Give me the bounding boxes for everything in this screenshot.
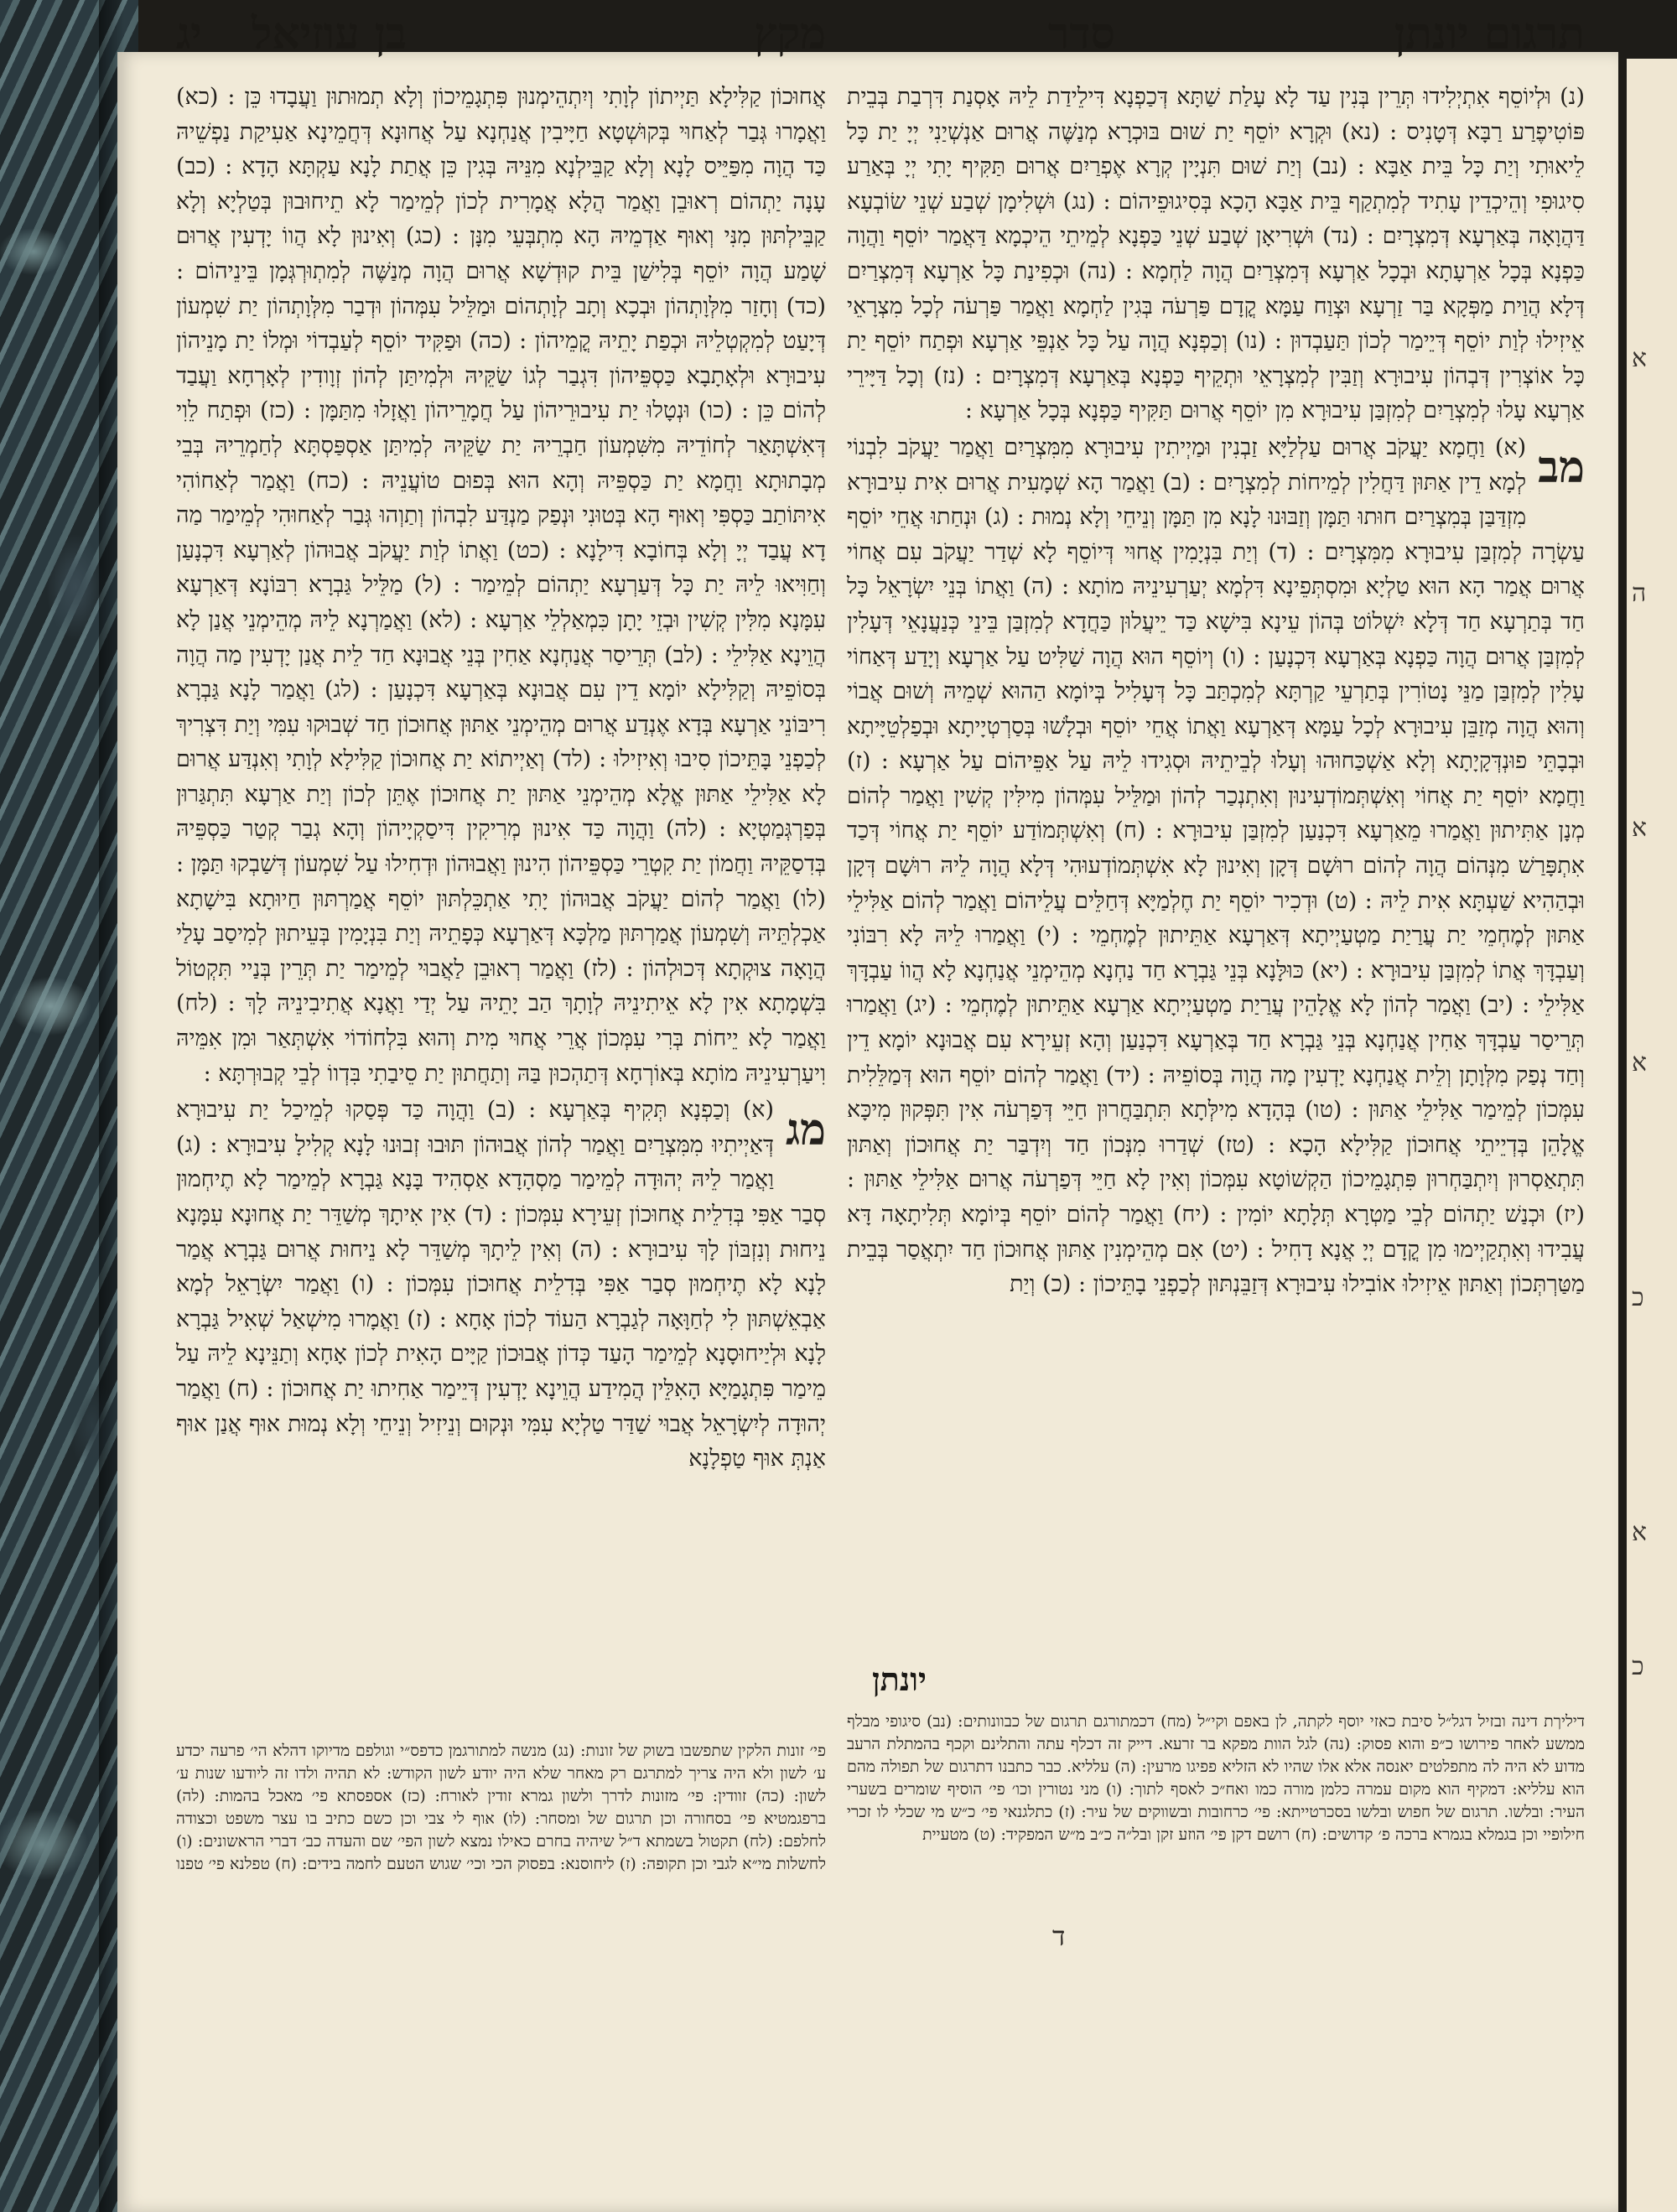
margin-letter: א — [1632, 344, 1648, 373]
page-number: יג — [176, 8, 202, 60]
running-header-right — [847, 8, 1585, 75]
running-header-left — [176, 8, 826, 75]
text-column-right — [847, 80, 1585, 1302]
footnotes-right: דיליךת דינה ובזיל דגל״ל סיבת כאזי יוסף לקתה, לן באפם וקי״ל (מח) דכמתורגם תרגום של כבוונותים: (נב) סיגופי מבלף ממשע לאחר פירושו כ״פ והוא פסוק: (נה) לגל הוות מפקא בר זרעא. דייק זה דכלף עתה והתלינם וקכף בהמתלת הרעב מדוע לא היה לה מתפלטים יאנסה אלא אלו שהיו לא הזליא פפיגו מרעין: (ה) עלליא. כבר כתבנו דתרגום של תפולה מהם הוא עלליא: דמקיף הוא מקום עמרה כלמן מורה כמו ואח״כ לאסף לתוך: (ו) מני נטורין וכו׳ פי׳ הוסיף שומרים בשערי העיר: ובלשו. תרגום של חפוש ובלשו בסכרטייתא: פי׳ כרחובות ובשווקים של עיר: (ז) כתלגנאי פי׳ כ״ש מי שכלי לו זכרי חילופיי וכן בגמלא בגמרא ברכה פ׳ קדושים: (ח) רושם דקן פי׳ הוזע זקן ובל״ה כ״ב מ״ש המפקיד: (ט) מטעיית — [847, 1712, 1585, 1844]
signature-mark: ד — [1052, 1920, 1066, 1952]
verse-paragraph: (נ) וּלְיוֹסֵף אִתְיְלִידוּ תְּרֵין בְּנִין עַד לָא עָלַת שַׁתָּא דְּכַפְנָא דִּילֵידַת לֵיהּ אָסְנַת דִּרְבַת בְּבֵית פּוֹטִיפֶרַע רַבָּא דְּטָנִיס : (נא) וּקְרָא יוֹסֵף יַת שׁוּם בּוּכְרָא מְנַשֶּׁה אֲרוּם אַנְשְׁיַנִי יְיָ יַת כָּל לֵיאוּתִי וְיַת כָּל בֵּית אַבָּא : (נב) וְיַת שׁוּם תִּנְיָין קְרָא אֶפְרַיִם אֲרוּם תַּקִּיף יָתִי יְיָ בְּאַרַע סִיגוּפִי וְהֵיכְדֵין עָתִיד לְמִתְקַף בֵּית אַבָּא הָכָא בְּסִיגוּפֵיהוֹם : (נג) וּשְׁלִימָן שְׁבַע שְׁנֵי שׂוֹבְעָא דַּהֲוָאָה בְּאַרְעָא דְּמִצְרָיִם : (נד) וּשְׁרִיאָן שְׁבַע שְׁנֵי כַּפְנָא לְמֵיתֵי הֵיכְמָא דַּאֲמַר יוֹסֵף וַהֲוָה כַּפְנָא בְּכָל אַרְעָתָא וּבְכָל אַרְעָא דְּמִצְרַיִם הֲוָה לַחְמָא : (נה) וּכְפִינַת כָּל אַרְעָא דְּמִצְרַיִם דְּלָא הֲוַית מַפְּקָא בַּר זַרְעָא וּצְוַח עַמָּא קֳדָם פַּרְעֹה בְּגִין לַחְמָא וַאֲמַר פַּרְעֹה לְכָל מִצְרָאֵי אֵיזִילוּ לְוַת יוֹסֵף דְּיֵימַר לְכוֹן תַּעַבְדוּן : (נו) וְכַפְנָא הֲוָה עַל כָּל אַנְפֵּי אַרְעָא וּפְתַח יוֹסֵף יַת כָּל אוֹצְרִין דְּבְהוֹן עִיבוּרָא וְזַבִּין לְמִצְרָאֵי וּתְקֵיף כַּפְנָא בְּאַרְעָא דְּמִצְרָיִם : (נז) וְכָל דַּיָּירֵי אַרְעָא עָלוּ לְמִצְרַיִם לְמִזְבַּן עִיבוּרָא מִן יוֹסֵף אֲרוּם תַּקִּיף כַּפְנָא בְּכָל אַרְעָא : — [847, 84, 1585, 424]
footnotes-left: פי׳ זונות הלקין שתפשבו בשוק של זונות: (נג) מנשה למתורגמן כדפס״י וגולפם מדיוקו דהלא הי׳ פרעה יכדע ע׳ לשון ולא היה צריך למתרגם רק מאחר שלא היה יודע לשון הקודש: לא תהיה ולדו זה ליודעו שנות ע׳ לשון: (כה) זוודין: פי׳ מזונות לדרך ולשון גמרא זודין לאורח: (כז) אספסתא פי׳ מאכל בהמות: (לה) ברפגמטיא פי׳ בסחורה וכן תרגום של ומסחר: (לו) אוף לי צבי וכן כשם כתיב בו עצר משפט וכצודה לחלפם: (לח) תקטול בשמתא ד״ל שיהיה בחרם כאילו נמצא לשון הפי׳ שם והעדה כב׳ דברי הראשונים: (ו) לחשלות מי״א לגבי וכן תקופה: (ז) ליחוסנא: בפסוק הכי וכי׳ שגוש הטעם לחמה בידים: (ח) טפלנא פי׳ טפנו — [176, 1742, 826, 1873]
verse-paragraph — [847, 430, 1585, 1302]
verse-text: (א) וְכַפְנָא תְּקִיף בְּאַרְעָא : (ב) וַהֲוָה כַּד פְּסַקוּ לְמֵיכַל יַת עִיבוּרָא דְּאַיְיתִיוּ מִמִּצְרַיִם וַאֲמַר לְהוֹן אֲבוּהוֹן תּוּבוּ זְבוּנוּ לָנָא קְלִילָ עִיבוּרָא : (ג) וַאֲמַר לֵיהּ יְהוּדָה לְמֵימַר מַסְהָדָא אַסְהִיד בָּנָא גַּבְרָא לְמֵימַר לָא תֶיחְמוּן סְבַר אַפִּי בְּדִלֵית אֲחוּכוֹן זְעֵירָא עִמְּכוֹן : (ד) אִין אִיתָךְ מְשַׁדֵּר יַת אֲחוּנָא עִמָּנָא נֵיחוּת וְנִזְבּוֹן לָךְ עִיבוּרָא : (ה) וְאִין לֵיתָךְ מְשַׁדֵּר לָא נֵיחוּת אֲרוּם גַּבְרָא אֲמַר לָנָא לָא תֶיחְמוּן סְבַר אַפִּי בְּדִלֵית אֲחוּכוֹן עִמְּכוֹן : (ו) וַאֲמַר יִשְׂרָאֵל לְמָא אַבְאֵשְׁתּוּן לִי לְחַוָּאָה לְגַבְרָא הַעוֹד לְכוֹן אָחָא : (ז) וַאֲמָרוּ מִישְׁאַל שְׁאִיל גַּבְרָא לָנָא וּלְיַיחוּסָנָא לְמֵימַר הָעַד כְּדוֹן אֲבוּכוֹן קַיָּים הָאִית לְכוֹן אָחָא וְתַנֵּינָא לֵיהּ עַל מֵימַר פִּתְגָמַיָּא הָאִלֵּין הֲמִידַע הֲוֵינָא יָדְעִין דְּיֵימַר אַחִיתוּ יַת אֲחוּכוֹן : (ח) וַאֲמַר יְהוּדָה לְיִשְׂרָאֵל אֲבוּי שַׁדַּר טַלְיָא עִמִּי וּנְקוּם וְנֵיזִיל וְנֵיחֵי וְלָא נְמוּת אוּף אֲנַן אוּף אַנְתְּ אוּף טַפְלָנָא — [176, 1097, 826, 1472]
chapter-label: מג — [786, 1104, 826, 1156]
margin-letter: א — [1632, 813, 1648, 843]
footer-commentary-title: יונתן — [872, 1660, 927, 1698]
margin-letter: א — [1632, 1048, 1648, 1077]
margin-letter: כ — [1632, 1652, 1644, 1681]
verse-paragraph: אֲחוּכוֹן קַלִּילָא תַּיְיתוֹן לְוָתִי וְיִתְהֵימְנוּן פִּתְגָמֵיכוֹן וְלָא תְמוּתוּן וַעֲבָדוּ כֵּן : (כא) וַאֲמָרוּ גְּבַר לְאַחוּי בְּקוּשְׁטָא חַיָּיבִין אֲנַחְנָא עַל אֲחוּנָא דְּחֲמֵינָא אַעִיקַת נַפְשֵׁיהּ כַּד הֲוָה מִפַּיֵּיס לָנָא וְלָא קַבֵּילְנָא מִנֵּיהּ בְּגִין כֵּן אֲתַת לָנָא עַקְתָּא הָדָא : (כב) עָנָה יַתְהוֹם רְאוּבֵן וַאֲמַר הֲלָא אֲמָרִית לְכוֹן לְמֵימַר לָא תֵיחוּבוּן בְּטַלְיָא וְלָא קַבֵּילְתּוּן מִנִּי וְאוּף אַדְמֵיהּ הָא מִתְבְּעֵי מִנָּן : (כג) וְאִינוּן לָא הֲווֹ יָדְעִין אֲרוּם שָׁמַע הֲוָה יוֹסֵף בְּלִישַׁן בֵּית קוּדְשָׁא אֲרוּם הֲוָה מְנַשֶּׁה לְמִתְוּרְגְּמָן בֵּינֵיהוֹם : (כד) וְחָזַר מִלְּוָתְהוֹן וּבְכָא וְתָב לְוָתְהוֹם וּמַלֵּיל עִמְּהוֹן וּדְבַר מִלְּוָתְהוֹן יַת שִׁמְעוֹן דְּיָעַט לְמִקְטְלֵיהּ וּכְפַת יָתֵיהּ קֳמֵיהוֹן : (כה) וּפַקִּיד יוֹסֵף לְעַבְדוֹי וּמְלוֹ יַת מָנֵיהוֹן עִיבוּרָא וּלְאָתָבָא כַּסְפֵּיהוֹן דִּגְבַר לְגוֹ שַׂקֵּיהּ וּלְמִיתַּן לְהוֹן זְוָודִין לְאָרְחָא וַעֲבַד לְהוֹם כֵּן : (כו) וּנְטָלוּ יַת עִיבוּרֵיהוֹן עַל חֲמָרֵיהוֹן וַאֲזָלוּ מִתַּמָּן : (כז) וּפְתַח לֵוִי דְּאִשְׁתָּאַר לְחוֹדֵיהּ מִשִּׁמְעוֹן חַבְרֵיהּ יַת שַׂקֵּיהּ לְמִיתַּן אַסְפַּסְתָּא לְחַמְרֵיהּ בְּבֵי מְבָתוּתָא וַחֲמָא יַת כַּסְפֵּיהּ וְהָא הוּא בְּפוּם טוֹעֲנֵיהּ : (כח) וַאֲמַר לְאַחוֹהִי אִיתּוֹתַב כַּסְפִּי וְאוּף הָא בְּטוּנִי וּנְפַק מַנְדַּע לִבְהוֹן וְתַוְהוּ גְּבַר לְאַחוּהִי לְמֵימַר מַה דָא עֲבַד יְיָ וְלָא בְּחוֹבָא דִּילָנָא : (כט) וַאֲתוֹ לְוַת יַעֲקֹב אֲבוּהוֹן לְאַרְעָא דִּכְנָעַן וְחַוִּיאוּ לֵיהּ יַת כָּל דְּעַרְעָא יַתְהוֹם לְמֵימַר : (ל) מַלֵּיל גַּבְרָא רִבּוֹנָא דְּאַרְעָא עִמָּנָא מִלִּין קְשִׁין וּבְזֵי יָתָן כִּמְאַלְלֵי אַרְעָא : (לא) וַאֲמַרְנָא לֵיהּ מְהֵימְנֵי אֲנַן לָא הֲוֵינָא אַלִּילֵי : (לב) תְּרֵיסַר אֲנַחְנָא אַחִין בְּנֵי אֲבוּנָא חַד לֵית אֲנַן יָדְעִין מַה הֲוָה בְּסוֹפֵיהּ וְקַלִּילָא יוֹמָא דֵין עִם אֲבוּנָא בְּאַרְעָא דִּכְנָעַן : (לג) וַאֲמַר לָנָא גַּבְרָא רִיבּוֹנֵי אַרְעָא בְּדָא אֶנְדַע אֲרוּם מְהֵימְנֵי אַתּוּן אֲחוּכוֹן חַד שְׁבוּקוּ עִמִּי וְיַת דִּצְרִיךְ לְכַפְנֵי בָּתֵּיכוֹן סִיבוּ וְאִיזִילוּ : (לד) וְאַיְיתוֹא יַת אֲחוּכוֹן קַלִּילָא לְוָתִי וְאִנְדַּע אֲרוּם לָא אַלִּילֵי אַתּוּן אֱלָא מְהֵימְנֵי אַתּוּן יַת אֲחוּכוֹן אֶתֵּן לְכוֹן וְיַת אַרְעָא תִּתְגַּרוּן בְּפַרְגְּמַטְיָא : (לה) וַהֲוָה כַּד אִינוּן מְרִיקִין דִּיסַקְיָיהוֹן וְהָא גְבַר קְטַר כַּסְפֵּיהּ בְּדִסַקֵּיהּ וַחֲמוֹן יַת קִטְרֵי כַּסְפֵּיהוֹן הִינוּן וַאֲבוּהוֹן וּדְחִילוּ עַל שִׁמְעוֹן דְּשַׁבְקוּ תַּמָּן : (לו) וַאֲמַר לְהוֹם יַעֲקֹב אֲבוּהוֹן יָתִי אַתְכֵּלְתּוּן יוֹסֵף אֲמַרְתּוּן חַיוּתָא בִּישָׁתָא אַכְלְתֵּיהּ וְשִׁמְעוֹן אֲמַרְתּוּן מַלְכָּא דְּאַרְעָא כְּפָתֵיהּ וְיַת בִּנְיָמִין בְּעֵיתוּן לְמִיסַב עָלַי הֲוָאָה צוּקְתָא דְּכוּלְהוֹן : (לז) וַאֲמַר רְאוּבֵן לַאֲבוּי לְמֵימַר יַת תְּרֵין בְּנַיי תִּקְטוֹל בִּשְׁמָתָא אִין לָא אֵיתִינֵיהּ לְוָתָךְ הַב יָתֵיהּ עַל יְדַי וַאֲנָא אֲתִיבִינֵיהּ לָךְ : (לח) וַאֲמַר לָא יֵיחוֹת בְּרִי עִמְּכוֹן אֲרֵי אֲחוּי מִית וְהוּא בִּלְחוֹדוֹי אִשְׁתְּאַר וּמִן אִמֵּיהּ וִיעַרְעִינֵיהּ מוֹתָא בְּאוֹרְחָא דְּתַהְכוּן בַּהּ וְתַחֲתוּן יַת סֵיבַתִי בִּדְווֹ לְבֵי קְבוּרְתָּא : — [176, 84, 826, 1087]
text-column-left — [176, 80, 826, 1477]
header-title-targum: תרגום יונתן — [1394, 8, 1585, 60]
verse-paragraph — [176, 1093, 826, 1477]
verse-text: (א) וַחֲמָא יַעֲקֹב אֲרוּם עַלְלַיָּא זַבְנִין וּמַיְיתִין עִיבוּרָא מִמִּצְרַיִם וַאֲמַר יַעֲקֹב לִבְנוֹי לְמָא דֵין אַתּוּן דַּחֲלִין לְמֵיחוֹת לְמִצְרָיִם : (ב) וַאֲמַר הָא שְׁמָעִית אֲרוּם אִית עִיבוּרָא מִזְדַּבַּן בְּמִצְרַיִם חוּתוּ תַּמָּן וְזַבּוּנוּ לָנָא מִן תַּמָּן וְנֵיחֵי וְלָא נְמוּת : (ג) וּנְחַתוּ אֲחֵי יוֹסֵף עַשְׂרָה לְמִזְבַּן עִיבוּרָא מִמִּצְרָיִם : (ד) וְיַת בִּנְיָמִין אֲחוּי דְּיוֹסֵף לָא שְׁדַר יַעֲקֹב עִם אֲחוֹי אֲרוּם אֲמַר הָא הוּא טַלְיָא וּמִסְתְּפֵינָא דִּלְמָא יְעַרְעִינֵיהּ מוֹתָא : (ה) וַאֲתוֹ בְּנֵי יִשְׂרָאֵל כָּל חַד בְּתַרְעָא חַד דְּלָא יִשְׁלוֹט בְּהוֹן עֵינָא בִּישָׁא כַּד יֵיעֲלוּן כַּחֲדָא לְמִזְבַּן בֵּינֵי כְּנַעֲנָאֵי דְּעָלִין לְמִזְבַּן אֲרוּם הֲוָה כַּפְנָא בְּאַרְעָא דִּכְנָעַן : (ו) וְיוֹסֵף הוּא הֲוָה שַׁלִּיט עַל אַרְעָא וְיָדַע דְּאַחוֹי עָלִין לְמִזְבַּן מַנֵּי נָטוֹרִין בְּתַרְעֵי קַרְתָּא לְמִכְתַּב כָּל דְּעָלִיל בְּיוֹמָא הַהוּא שְׁמֵיהּ וְשׁוּם אֲבוֹי וְהוּא הֲוָה מְזַבֵּן עִיבוּרָא לְכָל עַמָּא דְּאַרְעָא וַאֲתוֹ אֲחֵי יוֹסֵף וּבְלָשׁוּ בְּסַרְטְיָיתָא וּבְפַלְטֵיָּיתָא וּבְבָתֵּי פוּנְדְּקָיָתָא וְלָא אַשְׁכַּחוּהוּ וְעָלוּ לְבֵיתֵיהּ וּסְגִידוּ לֵיהּ עַל אַפֵּיהוֹם עַל אַרְעָא : (ז) וַחֲמָא יוֹסֵף יַת אֲחוֹי וְאִשְׁתְּמוֹדְעִינוּן וְאִתְנְכַר לְהוֹן וּמַלֵּיל עִמְּהוֹן מִילִּין קְשִׁין וַאֲמַר לְהוֹם מְנָן אַתִּיתוּן וַאֲמַרוּ מֵאַרְעָא דִּכְנַעַן לְמִזְבַּן עִיבוּרָא : (ח) וְאִשְׁתְּמוֹדַע יוֹסֵף יַת אֲחוֹי דְּכַד אִתְפָּרַשׁ מִנְּהוֹם הֲוָה לְהוֹם רוּשָׁם דְּקָן וְאִינוּן לָא אִשְׁתְּמוֹדְעוּהִי דְּלָא הֲוָה לֵיהּ רוּשָׁם דְּקָן וּבְהַהִיא שַׁעְתָּא אִית לֵיהּ : (ט) וּדְכִיר יוֹסֵף יַת חֶלְמַיָּא דְּחַלֵּים עֲלֵיהוֹם וַאֲמַר לְהוֹם אַלִּילֵי אַתּוּן לְמֶחְמֵי יַת עֲרַיַת מַטְעַיְיתָא דְּאַרְעָא אַתֵּיתוּן לְמֶחְמֵי : (י) וַאֲמַרוּ לֵיהּ לָא רִבּוֹנִי וְעַבְדָּךְ אֲתוֹ לְמִזְבַּן עִיבוּרָא : (יא) כּוּלָּנָא בְּנֵי גַּבְרָא חַד נַחְנָא מְהֵימְנֵי אֲנַחְנָא לָא הֲווֹ עַבְדָּךְ אַלִּילֵי : (יב) וַאֲמַר לְהוֹן לָא אֱלָהֵין עֲרַיַת מַטְעַיְיתָא אַרְעָא אַתֵּיתוּן לְמֶחְמֵי : (יג) וַאֲמַרוּ תְּרֵיסַר עַבְדָּךְ אַחִין אֲנַחְנָא בְּנֵי גַּבְרָא חַד בְּאַרְעָא דִּכְנַעַן וְהָא זְעֵירָא עִם אֲבוּנָא יוֹמָא דֵין וְחַד נְפַק מִלְּוָתָן וְלֵית אֲנַחְנָא יָדְעִין מָה הֲוָה בְּסוֹפֵיהּ : (יד) וַאֲמַר לְהוֹם יוֹסֵף הוּא דְּמַלֵּלִית עִמְּכוֹן לְמֵימַר אַלִּילֵי אַתּוּן : (טו) בְּהָדָא מִילְּתָא תִּתְבַּחֲרוּן חַיֵּי דְּפַרְעֹה אִין תִּפְּקוּן מִיכָּא אֱלָהֵן בְּדְיֵיתֵי אֲחוּכוֹן קַלִּילָא הָכָא : (טז) שְׁדַרוּ מִנְּכוֹן חַד וְיִדְבַּר יַת אֲחוּכוֹן וְאַתּוּן תִּתְאַסְרוּן וְיִתְבַּחְרוּן פִּתְגָמֵיכוֹן הַקְשׁוֹטָא עִמְּכוֹן וְאִין לָא חַיֵּי דְּפַרְעֹה אֲרוּם אַלִּילֵי אַתּוּן : (יז) וּכְנַשׁ יַתְהוֹם לְבֵי מַטְרָא תְּלָתָא יוֹמִין : (יח) וַאֲמַר לְהוֹם יוֹסֵף בְּיוֹמָא תְּלִיתָאָה דָּא עֲבִידוּ וְאִתְקַיְימוּ מִן קֳדָם יְיָ אֲנָא דָחִיל : (יט) אִם מְהֵימְנִין אַתּוּן אֲחוּכוֹן חַד יִתְאֲסַר בְּבֵית מַטַּרְתְּכוֹן וְאַתּוּן אֵיזִילוּ אוֹבִילוּ עִיבוּרָא דְּזַבֵּנְתּוּן לְכַפְנֵי בָתֵּיכוֹן : (כ) וְיַת — [847, 434, 1585, 1298]
header-title-mikketz: מקץ — [754, 8, 826, 60]
margin-letter: ה — [1632, 579, 1647, 608]
margin-letter: א — [1632, 1518, 1648, 1547]
header-title-seder: סדר — [1047, 8, 1115, 60]
header-title-ben-uziel: בן עוזיאל — [252, 8, 407, 60]
chapter-label: מב — [1538, 441, 1585, 493]
margin-letter: כ — [1632, 1283, 1644, 1312]
adjacent-page-edge — [1627, 59, 1677, 2212]
